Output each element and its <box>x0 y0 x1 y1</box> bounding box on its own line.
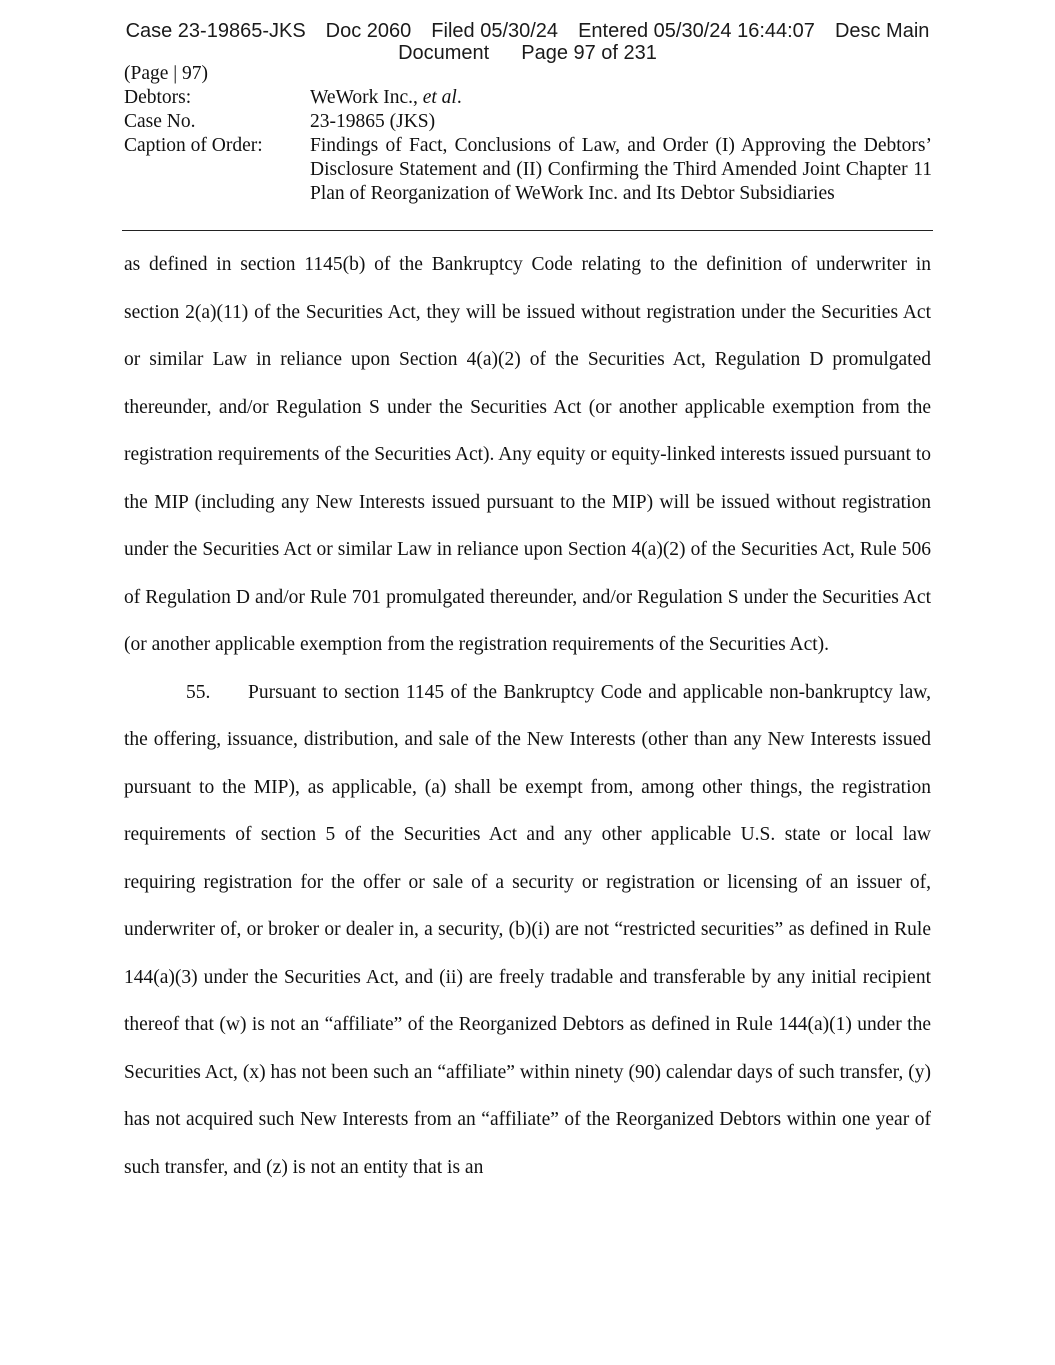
ecf-header-line-2 <box>0 42 1055 64</box>
doc-number-stamp: Doc 2060 <box>325 20 412 42</box>
caption-of-order-value: Findings of Fact, Conclusions of Law, and Order (I) Approving the Debtors’ Disclosure Statement and (II) Confirming the Third Amended Joint Chapter 11 Plan of Reorganization of WeWork Inc. and Its Debtor Subsidiaries <box>310 135 932 204</box>
page-count-stamp: Page 97 of 231 <box>521 42 657 64</box>
ecf-header-line-1 <box>0 20 1055 42</box>
debtors-period: . <box>456 87 462 108</box>
caption-of-order-row <box>124 134 932 206</box>
filed-date-stamp: Filed 05/30/24 <box>431 20 559 42</box>
debtors-value <box>310 86 932 110</box>
page-reference: (Page | 97) <box>124 63 209 84</box>
caption-of-order-label: Caption of Order: <box>124 135 263 156</box>
debtors-label: Debtors: <box>124 87 192 108</box>
case-number-value: 23-19865 (JKS) <box>310 111 436 132</box>
case-number-stamp: Case 23-19865-JKS <box>125 20 306 42</box>
page-reference-row <box>124 62 932 86</box>
paragraph-55-number: 55. <box>186 681 211 703</box>
order-caption-block <box>124 62 932 206</box>
debtors-row <box>124 86 932 110</box>
case-number-label: Case No. <box>124 111 196 132</box>
document-stamp: Document <box>398 42 490 64</box>
paragraph-55 <box>124 669 931 1192</box>
desc-stamp: Desc Main <box>834 20 930 42</box>
debtors-et-al: et al <box>422 87 457 108</box>
entered-date-stamp: Entered 05/30/24 16:44:07 <box>578 20 815 42</box>
ecf-filing-header <box>0 20 1055 64</box>
continuation-paragraph: as defined in section 1145(b) of the Bankruptcy Code relating to the definition of underwriter in section 2(a)(11) of the Securities Act, they will be issued without registration under the Securities Act or similar Law in reliance upon Section 4(a)(2) of the Securities Act, Regulation D promulgated thereunder, and/or Regulation S under the Securities Act (or another applicable exemption from the registration requirements of the Securities Act). Any equity or equity-linked interests issued pursuant to the MIP (including any New Interests issued pursuant to the MIP) will be issued without registration under the Securities Act or similar Law in reliance upon Section 4(a)(2) of the Securities Act, Rule 506 of Regulation D and/or Rule 701 promulgated thereunder, and/or Regulation S under the Securities Act (or another applicable exemption from the registration requirements of the Securities Act). <box>124 254 931 655</box>
caption-divider <box>122 230 933 231</box>
document-body <box>124 241 931 1191</box>
case-number-row <box>124 110 932 134</box>
paragraph-55-text: Pursuant to section 1145 of the Bankruptcy Code and applicable non-bankruptcy law, the offering, issuance, distribution, and sale of the New Interests (other than any New Interests issued pursuant to the MIP), as applicable, (a) shall be exempt from, among other things, the registration requirements of section 5 of the Securities Act and any other applicable U.S. state or local law requiring registration for the offer or sale of a security or registration or licensing of an issuer of, underwriter of, or broker or dealer in, a security, (b)(i) are not “restricted securities” as defined in Rule 144(a)(3) under the Securities Act, and (ii) are freely tradable and transferable by any initial recipient thereof that (w) is not an “affiliate” of the Reorganized Debtors as defined in Rule 144(a)(1) under the Securities Act, (x) has not been such an “affiliate” within ninety (90) calendar days of such transfer, (y) has not acquired such New Interests from an “affiliate” of the Reorganized Debtors within one year of such transfer, and (z) is not an entity that is an <box>124 681 931 1178</box>
debtors-name: WeWork Inc., <box>310 87 423 108</box>
